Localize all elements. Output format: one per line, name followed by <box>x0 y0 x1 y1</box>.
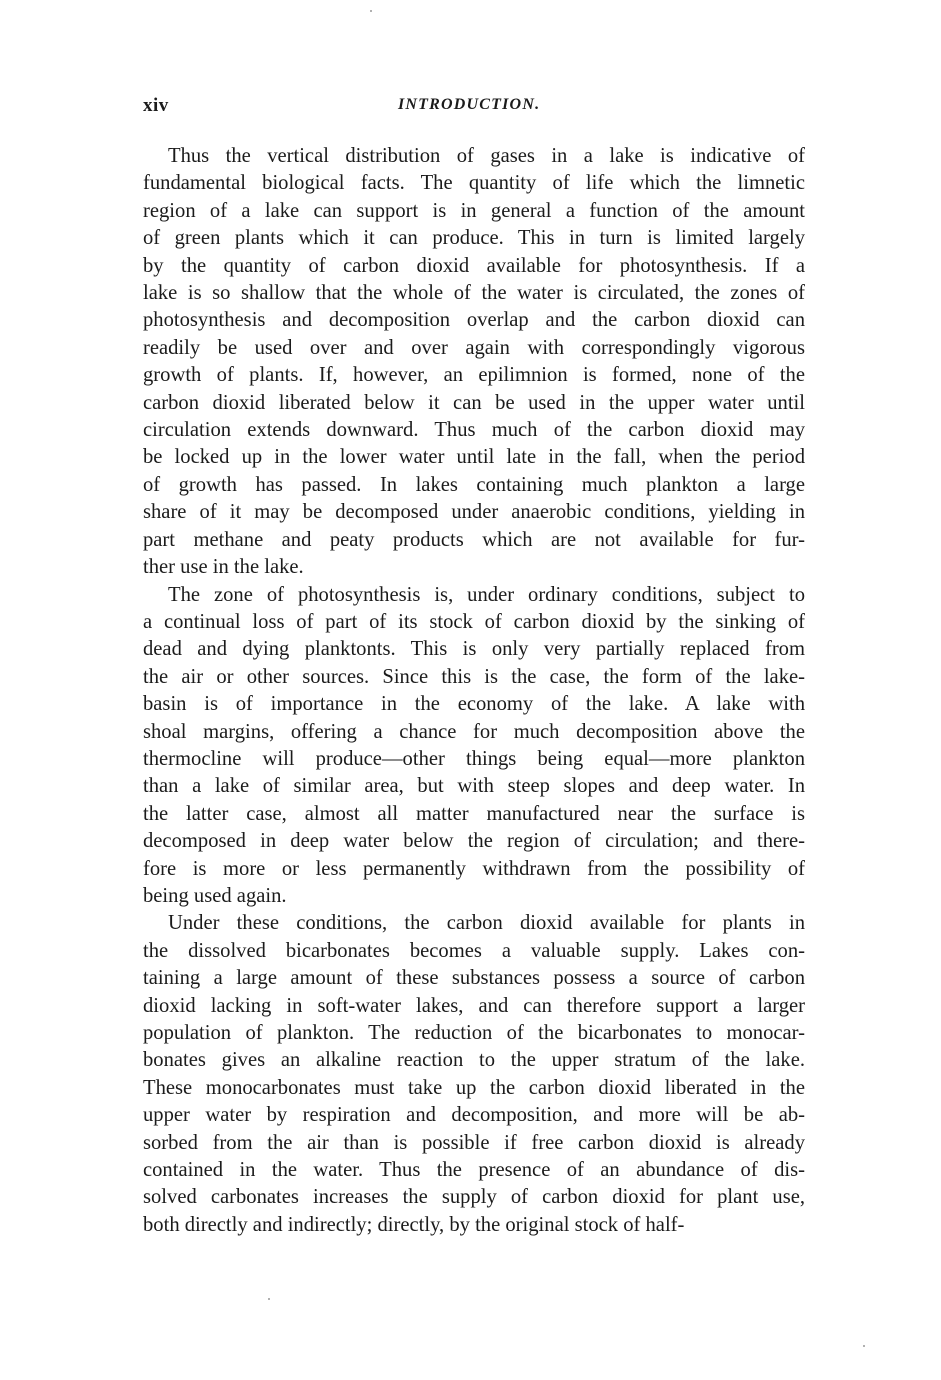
text-line: Under these conditions, the carbon dioxid available for plants in <box>168 912 805 935</box>
text-line: circulation extends downward. Thus much of the carbon dioxid may <box>143 419 805 442</box>
text-line: carbon dioxid liberated below it can be used in the upper water until <box>143 391 805 414</box>
text-line: solved carbonates increases the supply of carbon dioxid for plant use, <box>143 1186 805 1209</box>
text-line: region of a lake can support is in general a function of the amount <box>143 199 805 222</box>
text-line: the latter case, almost all matter manufactured near the surface is <box>143 802 805 825</box>
text-line: ther use in the lake. <box>143 556 304 579</box>
text-line: basin is of importance in the economy of the lake. A lake with <box>143 693 805 716</box>
text-line: by the quantity of carbon dioxid available for photosynthesis. If a <box>143 254 805 277</box>
text-line: part methane and peaty products which are not available for fur- <box>143 528 805 551</box>
text-line: photosynthesis and decomposition overlap and the carbon dioxid can <box>143 309 805 332</box>
text-line: bonates gives an alkaline reaction to the upper stratum of the lake. <box>143 1049 805 1072</box>
text-line: contained in the water. Thus the presence of an abundance of dis- <box>143 1159 805 1182</box>
paper-speck <box>863 1345 865 1347</box>
text-line: Thus the vertical distribution of gases in a lake is indicative of <box>168 145 805 167</box>
text-line: share of it may be decomposed under anaerobic conditions, yielding in <box>143 501 805 524</box>
text-line: The zone of photosynthesis is, under ordinary conditions, subject to <box>168 583 805 606</box>
paper-speck <box>268 1298 270 1300</box>
text-line: than a lake of similar area, but with steep slopes and deep water. In <box>143 775 805 798</box>
text-line: fundamental biological facts. The quantity of life which the limnetic <box>143 172 805 195</box>
text-line: These monocarbonates must take up the carbon dioxid liberated in the <box>143 1076 805 1099</box>
text-line: population of plankton. The reduction of the bicarbonates to monocar- <box>143 1022 805 1044</box>
text-line: taining a large amount of these substances possess a source of carbon <box>143 967 805 990</box>
text-line: dead and dying planktonts. This is only very partially replaced from <box>143 638 805 661</box>
text-line: being used again. <box>143 884 287 907</box>
text-line: the air or other sources. Since this is the case, the form of the lake- <box>143 665 805 688</box>
text-line: readily be used over and over again with correspondingly vigorous <box>143 336 805 359</box>
text-line: decomposed in deep water below the region of circulation; and there- <box>143 830 805 853</box>
text-line: of growth has passed. In lakes containing much plankton a large <box>143 473 805 496</box>
paper-speck <box>370 10 372 12</box>
running-head: INTRODUCTION. <box>398 96 541 113</box>
paragraph <box>143 910 805 1239</box>
text-line: shoal margins, offering a chance for much decomposition above the <box>143 720 805 743</box>
text-line: of green plants which it can produce. This in turn is limited largely <box>143 227 805 250</box>
page-header <box>143 95 803 119</box>
text-line: a continual loss of part of its stock of carbon dioxid by the sinking of <box>143 610 805 633</box>
text-line: dioxid lacking in soft-water lakes, and can therefore support a larger <box>143 994 805 1017</box>
text-line: both directly and indirectly; directly, by the original stock of half- <box>143 1213 685 1236</box>
text-line: upper water by respiration and decomposition, and more will be ab- <box>143 1104 805 1127</box>
text-line: thermocline will produce—other things being equal—more plankton <box>143 747 805 770</box>
page-number: xiv <box>143 95 169 116</box>
text-line: the dissolved bicarbonates becomes a valuable supply. Lakes con- <box>143 939 805 962</box>
text-line: lake is so shallow that the whole of the water is circulated, the zones of <box>143 282 805 305</box>
paragraph <box>143 143 805 582</box>
text-line: growth of plants. If, however, an epilimnion is formed, none of the <box>143 364 805 387</box>
text-line: be locked up in the lower water until late in the fall, when the period <box>143 446 805 469</box>
body-text <box>143 143 805 1239</box>
text-line: sorbed from the air than is possible if free carbon dioxid is already <box>143 1131 805 1154</box>
text-line: fore is more or less permanently withdrawn from the possibility of <box>143 857 805 880</box>
paragraph <box>143 582 805 911</box>
